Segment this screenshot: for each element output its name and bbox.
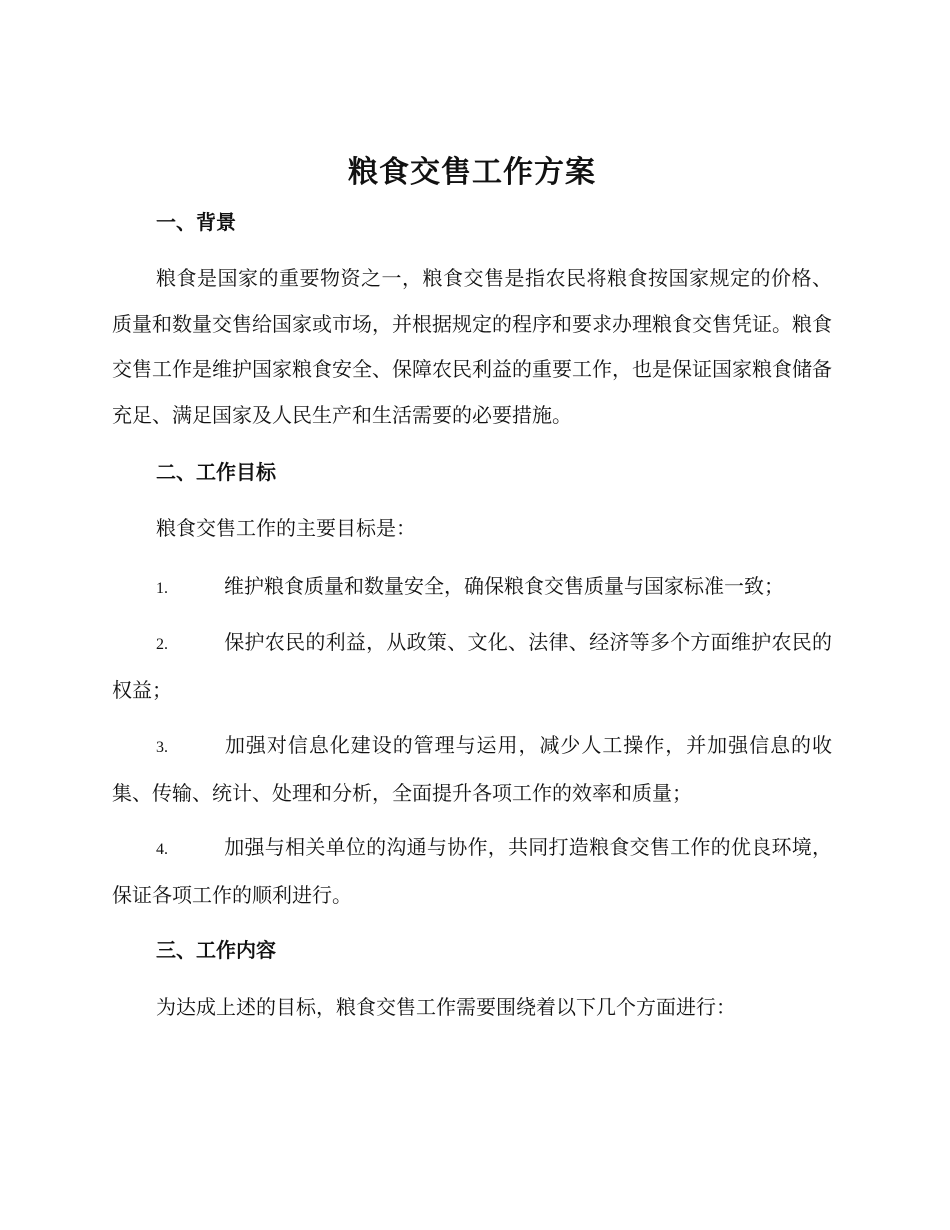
goal-item-text: 维护粮食质量和数量安全，确保粮食交售质量与国家标准一致； bbox=[224, 574, 784, 598]
goal-item-text: 加强对信息化建设的管理与运用，减少人工操作，并加强信息的收集、传输、统计、处理和分析，全面提升各项工作的效率和质量； bbox=[112, 733, 832, 805]
goal-item bbox=[112, 723, 832, 816]
goal-item-number: 4. bbox=[156, 841, 168, 858]
goal-item-text: 加强与相关单位的沟通与协作，共同打造粮食交售工作的优良环境，保证各项工作的顺利进行。 bbox=[112, 835, 832, 907]
section-heading-background: 一、背景 bbox=[156, 210, 236, 234]
section-heading-goals: 二、工作目标 bbox=[156, 460, 276, 484]
background-paragraph: 粮食是国家的重要物资之一，粮食交售是指农民将粮食按国家规定的价格、质量和数量交售给国家或市场，并根据规定的程序和要求办理粮食交售凭证。粮食交售工作是维护国家粮食安全、保障农民利益的重要工作，也是保证国家粮食储备充足、满足国家及人民生产和生活需要的必要措施。 bbox=[112, 266, 832, 427]
goal-item-number: 2. bbox=[156, 636, 168, 653]
goal-item bbox=[112, 620, 832, 713]
goal-item bbox=[112, 564, 832, 612]
goals-intro: 粮食交售工作的主要目标是： bbox=[156, 516, 416, 540]
content-intro: 为达成上述的目标，粮食交售工作需要围绕着以下几个方面进行： bbox=[156, 995, 736, 1019]
section-heading-content: 三、工作内容 bbox=[156, 938, 276, 962]
goal-item bbox=[112, 825, 832, 918]
goal-item-number: 3. bbox=[156, 739, 168, 756]
document-title: 粮食交售工作方案 bbox=[348, 155, 596, 190]
goal-item-number: 1. bbox=[156, 580, 168, 597]
goal-item-text: 保护农民的利益，从政策、文化、法律、经济等多个方面维护农民的权益； bbox=[112, 630, 832, 702]
